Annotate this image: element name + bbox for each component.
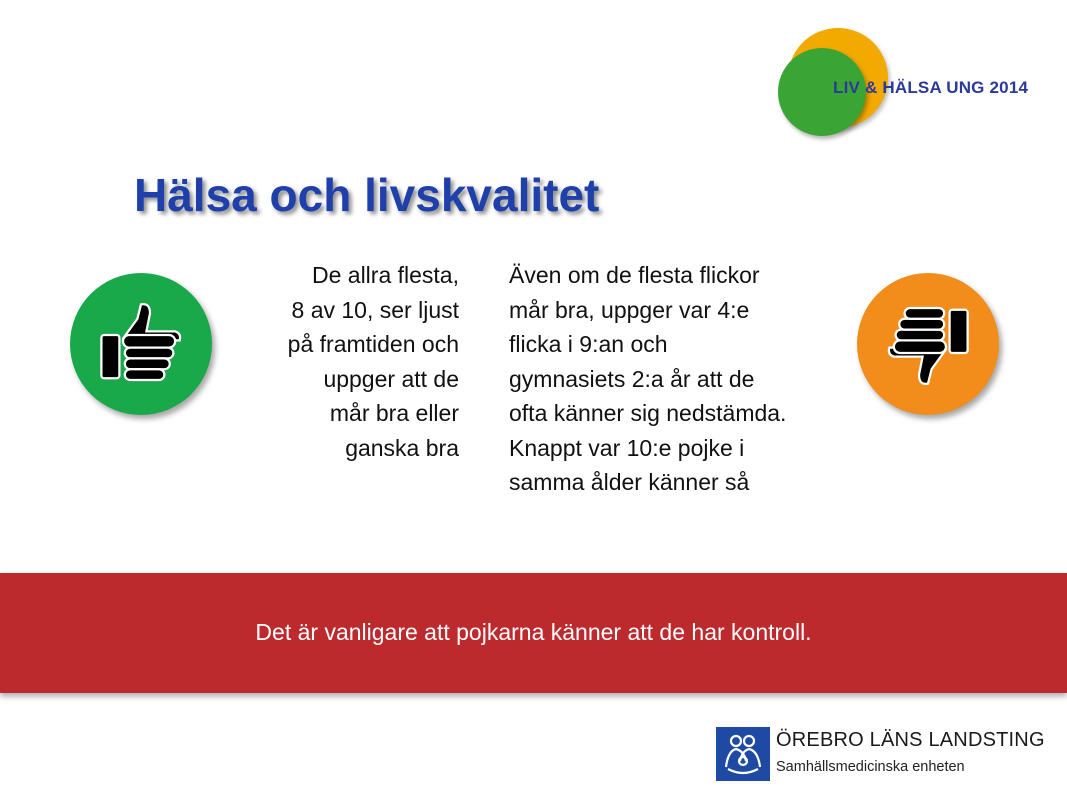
text-line: samma ålder känner så — [509, 469, 750, 495]
text-line: Knappt var 10:e pojke i — [509, 434, 745, 461]
text-line: uppger att de — [323, 365, 459, 392]
text-line: gymnasiets 2:a år att de — [509, 365, 755, 392]
text-line: på framtiden och — [287, 331, 459, 357]
conclusion-banner — [0, 573, 1067, 693]
thumbs-up-icon — [96, 299, 186, 389]
banner-text: Det är vanligare att pojkarna känner att de har kontroll. — [255, 619, 812, 645]
thumbs-up-badge — [70, 273, 212, 415]
brand-title: LIV & HÄLSA UNG 2014 — [833, 78, 1029, 97]
organization-name: ÖREBRO LÄNS LANDSTING — [776, 729, 1045, 751]
text-line: 8 av 10, ser ljust — [291, 296, 459, 323]
negative-summary-text — [509, 258, 869, 500]
text-line: mår bra, uppger var 4:e — [509, 296, 750, 323]
text-line: ofta känner sig nedstämda. — [509, 400, 787, 426]
text-line: De allra flesta, — [311, 262, 459, 288]
page-title: Hälsa och livskvalitet — [134, 169, 600, 221]
text-line: Även om de flesta flickor — [509, 262, 760, 288]
text-line: mår bra eller — [329, 400, 459, 426]
text-line: flicka i 9:an och — [509, 331, 668, 357]
text-line: ganska bra — [345, 434, 459, 461]
landsting-logo-icon — [716, 727, 770, 781]
thumbs-down-icon — [883, 299, 973, 389]
positive-summary-text — [220, 258, 459, 465]
thumbs-down-badge — [857, 273, 999, 415]
organization-unit: Samhällsmedicinska enheten — [776, 759, 965, 775]
